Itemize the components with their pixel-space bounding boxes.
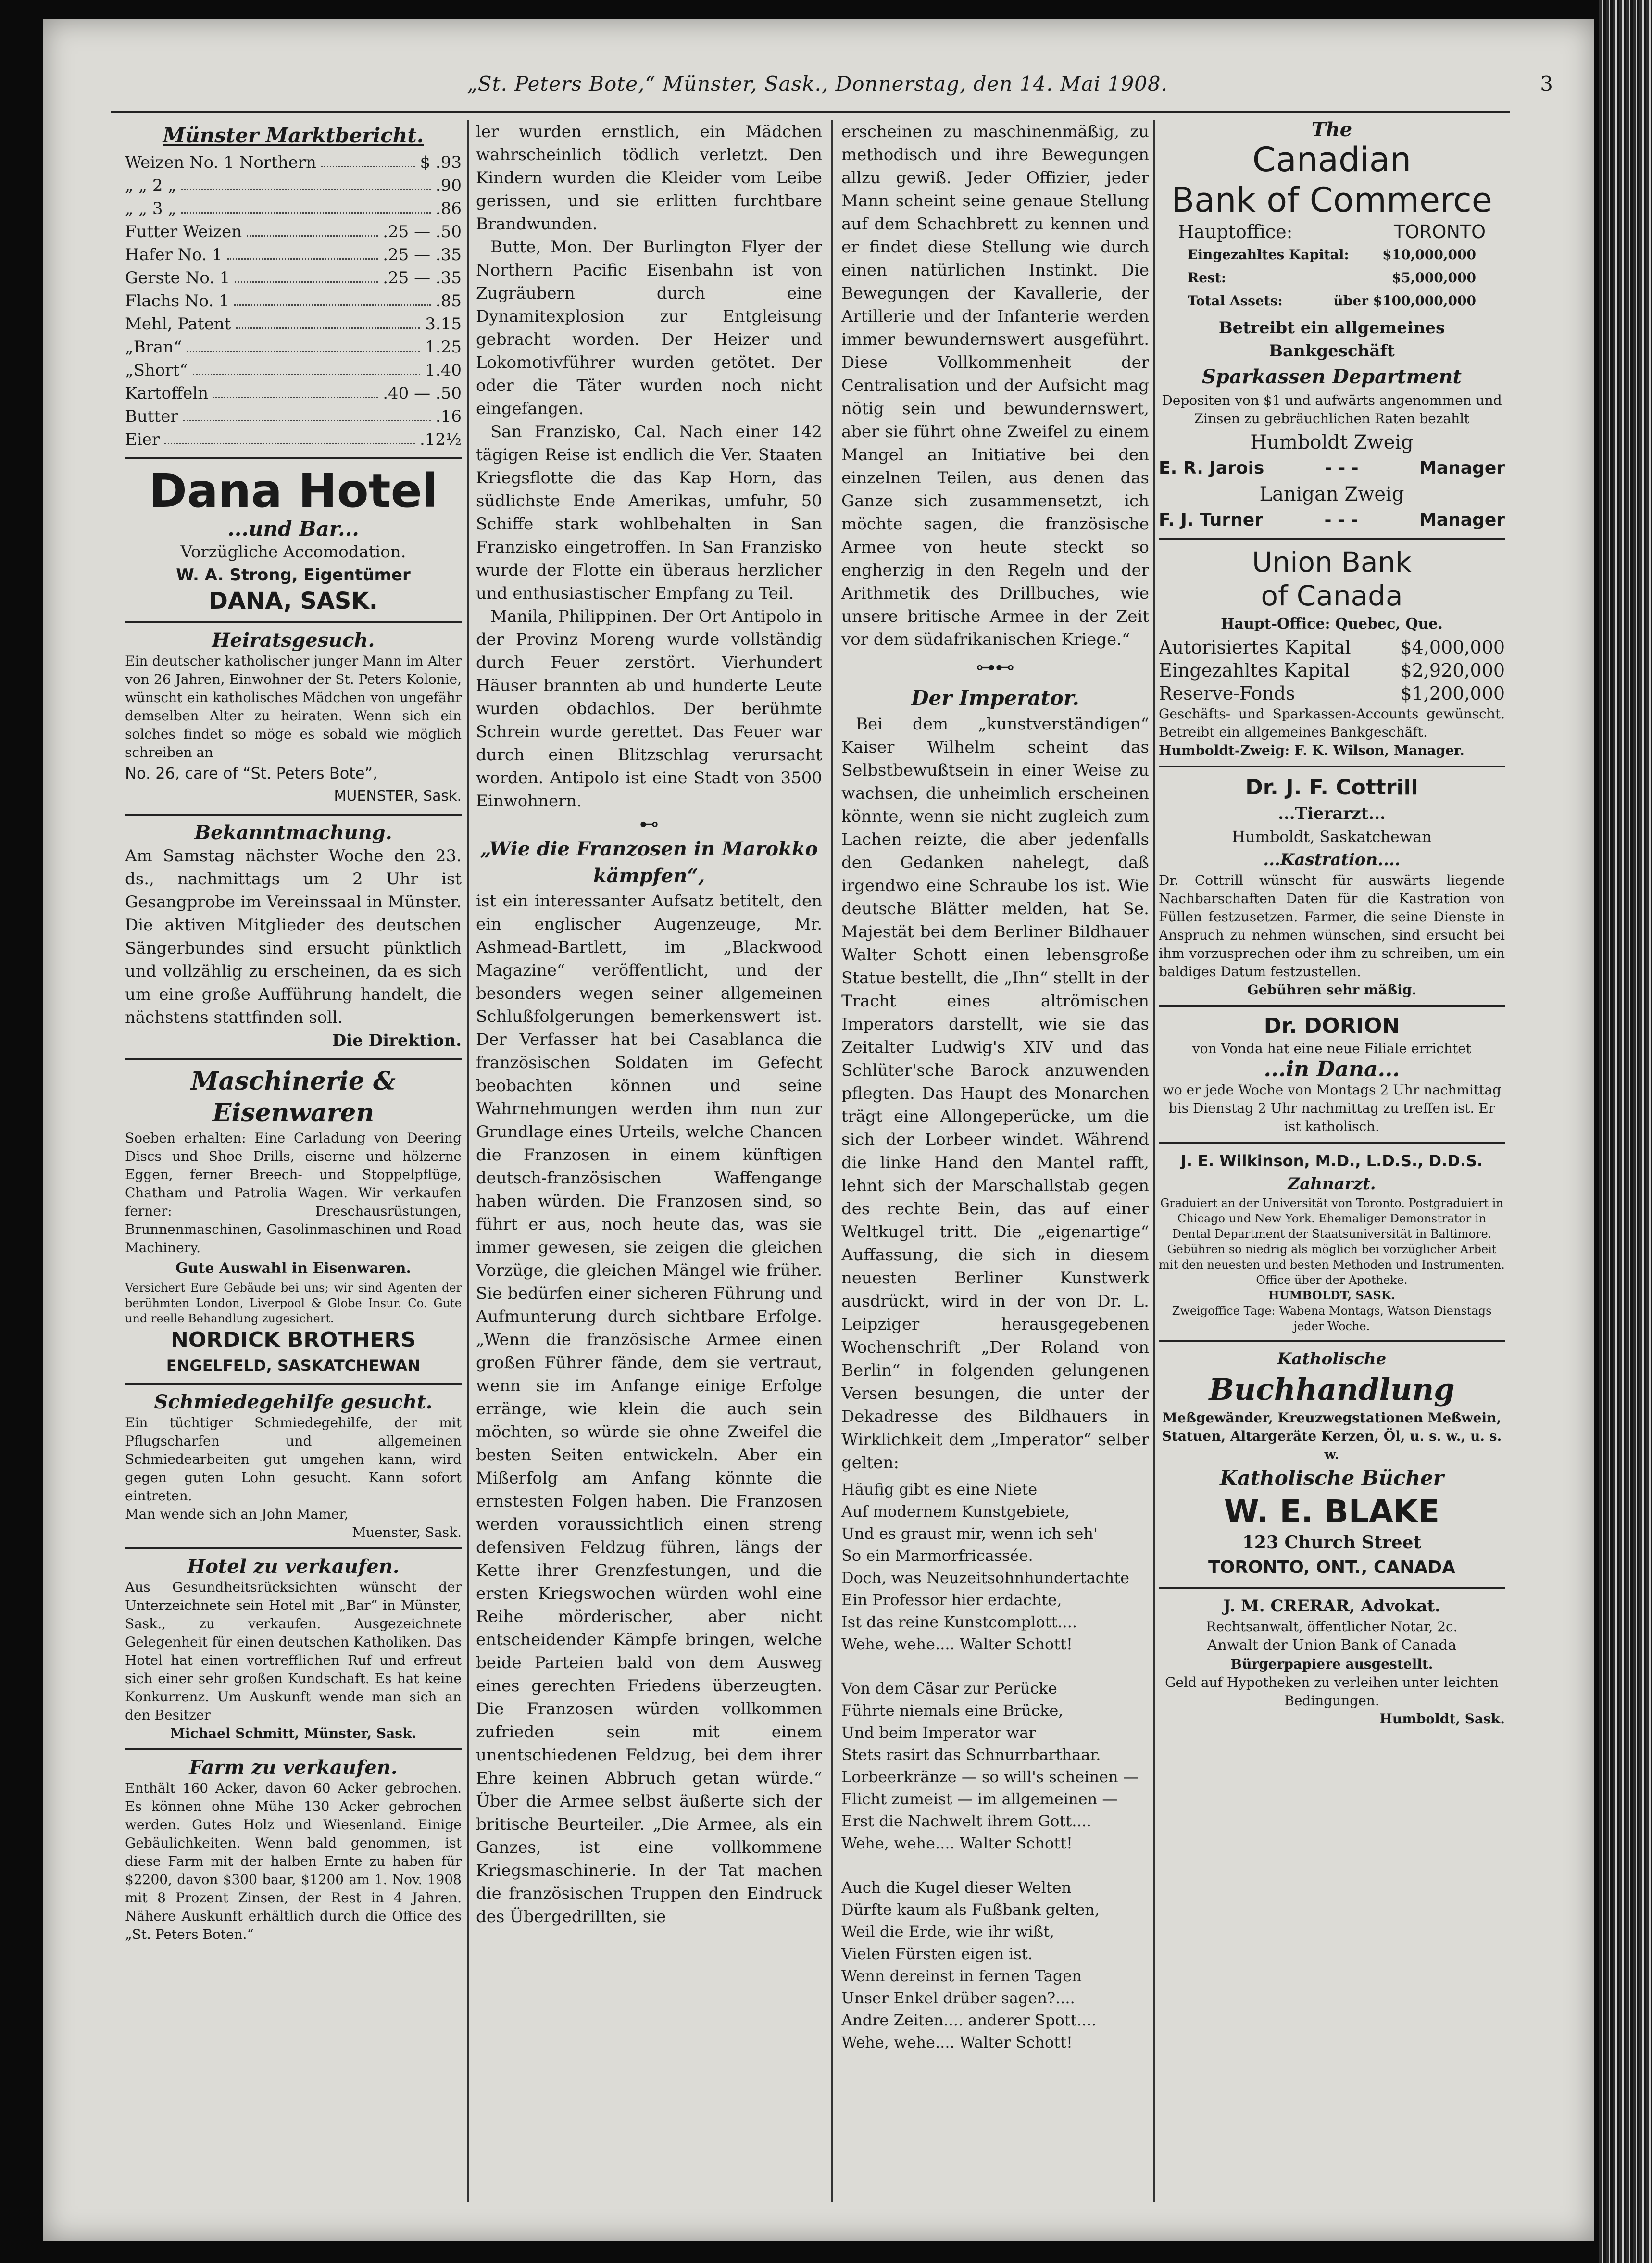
- leader-dots: [187, 336, 420, 352]
- bank-commerce-name-1: Canadian: [1252, 140, 1412, 179]
- crerar-name: J. M. CRERAR, Advokat.: [1223, 1597, 1440, 1616]
- column-3: [841, 120, 1149, 2202]
- maschinerie-title: Maschinerie & Eisenwaren: [191, 1067, 396, 1128]
- buchhandlung-text: Meßgewänder, Kreuzwegstationen Meßwein, Statuen, Altargeräte Kerzen, Öl, u. s. w., u. s. w.: [1162, 1410, 1502, 1462]
- leader-dots: [235, 266, 378, 283]
- poem-line: Häufig gibt es eine Niete: [841, 1480, 1038, 1498]
- page-number: 3: [1540, 72, 1553, 96]
- figure-value: $4,000,000: [1400, 637, 1505, 658]
- poem-line: Vielen Fürsten eigen ist.: [841, 1945, 1033, 1963]
- leader-dots: [183, 405, 431, 421]
- poem-line: Lorbeerkränze — so will's scheinen —: [841, 1768, 1139, 1786]
- union-bank-name-1: Union Bank: [1252, 546, 1412, 578]
- market-price: .25 — .50: [383, 222, 462, 241]
- union-bank-name-2: of Canada: [1261, 579, 1403, 612]
- farm-sale-text: Enthält 160 Acker, davon 60 Acker gebrochen. Es können ohne Mühe 130 Acker gebrochen werden. Gutes Holz und Wiesenland. Einige Gebäulichkeiten. Wenn bald genommen, ist diese Farm mit der halben Ernte zu haben für $2200, davon $300 baar, $1200 am 1. Nov. 1908 mit 8 Prozent Zinsen, der Rest in 4 Jahren. Nähere Auskunft erhältlich durch die Office des „St. Peters Boten.“: [125, 1780, 462, 1942]
- capital-value: $10,000,000: [1382, 247, 1476, 263]
- market-price: 3.15: [425, 314, 462, 334]
- market-row: [125, 336, 462, 359]
- market-item: Mehl, Patent: [125, 314, 231, 334]
- dorion-line: von Vonda hat eine neue Filiale errichtet: [1192, 1041, 1472, 1056]
- buchhandlung-title: Buchhandlung: [1209, 1372, 1455, 1407]
- market-price: .40 — .50: [383, 384, 462, 403]
- poem-line: Wehe, wehe.... Walter Schott!: [841, 1635, 1073, 1653]
- crerar-place: Humboldt, Sask.: [1379, 1711, 1505, 1727]
- dorion-name: Dr. DORION: [1264, 1014, 1400, 1038]
- blake-street: 123 Church Street: [1242, 1533, 1422, 1553]
- leader-dots: [181, 174, 431, 190]
- union-bank-figure-row: [1159, 636, 1505, 659]
- news-manila: Manila, Philippinen. Der Ort Antipolo in der Provinz Moreng wurde vollständig durch Feuer zerstört. Vierhundert Häuser brannten ab und hunderte Leute wurden obdachlos. Der berühmte Schrein wurde gerettet. Das Feuer war durch einen Blitzschlag verursacht worden. Antipolo ist eine Stadt von 3500 Einwohnern.: [476, 607, 822, 811]
- crerar-text: Geld auf Hypotheken zu verleihen unter leichten Bedingungen.: [1165, 1674, 1499, 1709]
- lanigan-branch: Lanigan Zweig: [1259, 483, 1404, 505]
- news-san-francisco: San Franzisko, Cal. Nach einer 142 tägigen Reise ist endlich die Ver. Staaten Kriegsflotte die das Kap Horn, das südlichste Ende Amerikas, umfuhr, 50 Schiffe stark wohlbehalten in San Franzisko eingetroffen. In San Franzisko wurde der Flotte ein überaus herzlicher und enthusiastischer Empfang zu Teil.: [476, 422, 822, 603]
- market-price-list: [125, 151, 462, 451]
- union-bank-figures: [1159, 636, 1505, 705]
- poem-line: Führte niemals eine Brücke,: [841, 1701, 1064, 1720]
- market-row: [125, 220, 462, 243]
- poem-line: Andre Zeiten.... anderer Spott....: [841, 2011, 1097, 2029]
- market-row: [125, 289, 462, 313]
- market-row: [125, 151, 462, 174]
- market-item: „ „ 3 „: [125, 199, 176, 218]
- poem-line: Flicht zumeist — im allgemeinen —: [841, 1790, 1118, 1808]
- wilkinson-branch: Zweigoffice Tage: Wabena Montags, Watson Dienstags jeder Woche.: [1172, 1304, 1492, 1333]
- union-bank-hq: Haupt-Office: Quebec, Que.: [1221, 616, 1443, 632]
- divider: [125, 1058, 462, 1060]
- poem-line: So ein Marmorfricassée.: [841, 1546, 1033, 1565]
- capital-label: Eingezahltes Kapital:: [1188, 247, 1349, 263]
- market-row: [125, 359, 462, 382]
- leader-dots: [181, 197, 431, 214]
- poem-line: Weil die Erde, wie ihr wißt,: [841, 1923, 1055, 1941]
- page-header: [101, 72, 1553, 106]
- manager-1-role: Manager: [1419, 458, 1505, 478]
- article-title-franzosen: „Wie die Franzosen in Marokko kämpfen“,: [480, 838, 818, 887]
- column-rule: [831, 120, 833, 2202]
- maschinerie-text: Soeben erhalten: Eine Carladung von Deering Discs und Shoe Drills, eiserne und hölzerne Eggen, ferner Breech- und Stoppelpflüge, Chatham und Patrolia Wagen. Wir verkaufen ferner: Dreschausrüstungen, Brunnenmaschinen, Gasolinmaschinen und Road Machinery.: [125, 1130, 462, 1256]
- cottrill-name: Dr. J. F. Cottrill: [1245, 775, 1418, 800]
- divider: [125, 621, 462, 623]
- market-item: Kartoffeln: [125, 384, 209, 403]
- column-4: [1159, 120, 1505, 2202]
- nordick-brothers: NORDICK BROTHERS: [171, 1328, 416, 1352]
- market-item: Butter: [125, 407, 178, 426]
- dana-hotel-name: Dana Hotel: [149, 464, 438, 518]
- wilkinson-text: Graduiert an der Universität von Toronto. Postgraduiert in Chicago und New York. Ehemaliger Demonstrator in Dental Department der Staatsuniversität in Baltimore. Gebühren so niedrig als möglich bei vorzüglicher Arbeit mit den neuesten und besten Methoden und Instrumenten.: [1159, 1196, 1505, 1271]
- rest-label: Rest:: [1188, 270, 1226, 286]
- market-row: [125, 197, 462, 220]
- column-2: [476, 120, 822, 2202]
- market-row: [125, 382, 462, 405]
- market-report-title: Münster Marktbericht.: [163, 124, 424, 147]
- poem-line: Stets rasirt das Schnurrbarthaar.: [841, 1746, 1101, 1764]
- hotel-sale-text: Aus Gesundheitsrücksichten wünscht der Unterzeichnete sein Hotel mit „Bar“ in Münster, Sask., zu verkaufen. Ausgezeichnete Gelegenheit für einen deutschen Katholiken. Das Hotel hat einen vortrefflichen Ruf und erfreut sich einer sehr großen Kundschaft. Es hat keine Konkurrenz. Um Auskunft wende man sich an den Besitzer: [125, 1579, 462, 1723]
- bank-commerce-the: The: [1311, 120, 1352, 141]
- market-price: $ .93: [420, 153, 462, 172]
- sparkassen-text: Depositen von $1 und aufwärts angenommen und Zinsen zu gebräuchlichen Raten bezahlt: [1162, 392, 1502, 427]
- divider: [125, 457, 462, 459]
- sparkassen-title: Sparkassen Department: [1202, 365, 1462, 388]
- crerar-papers: Bürgerpapiere ausgestellt.: [1230, 1656, 1433, 1672]
- poem-line: Unser Enkel drüber sagen?....: [841, 1989, 1075, 2007]
- bank-commerce-name-2: Bank of Commerce: [1171, 180, 1492, 220]
- leader-dots: [193, 359, 421, 375]
- poem-line: Erst die Nachwelt ihrem Gott....: [841, 1812, 1091, 1830]
- bank-rest: [1159, 266, 1505, 289]
- schmied-contact: Man wende sich an John Mamer,: [125, 1506, 349, 1522]
- union-bank-text: Geschäfts- und Sparkassen-Accounts gewünscht. Betreibt ein allgemeines Bankgeschäft.: [1159, 706, 1505, 740]
- market-price: 1.25: [425, 338, 462, 357]
- market-price: .25 — .35: [383, 268, 462, 288]
- maschinerie-line: Gute Auswahl in Eisenwaren.: [175, 1260, 411, 1277]
- heirat-text: Ein deutscher katholischer junger Mann im Alter von 26 Jahren, Einwohner der St. Peters Kolonie, wünscht ein katholisches Mädchen von ungefähr demselben Alter zu heiraten. Wenn sich ein solches findet so möge es sobald wie möglich schreiben an: [125, 653, 462, 760]
- poem-line: Ist das reine Kunstcomplott....: [841, 1613, 1077, 1631]
- cottrill-place: Humboldt, Saskatchewan: [1232, 828, 1432, 846]
- poem: [841, 1478, 1149, 2053]
- wilkinson-name: J. E. Wilkinson, M.D., L.D.S., D.D.S.: [1180, 1152, 1483, 1170]
- column-rule: [1153, 120, 1155, 2202]
- hotel-sale-title: Hotel zu verkaufen.: [187, 1555, 400, 1578]
- leader-dots: [164, 428, 415, 444]
- book-edge: [1599, 0, 1652, 2263]
- poem-line: [841, 1854, 1149, 1876]
- figure-label: Reserve-Fonds: [1159, 683, 1295, 704]
- manager-row-2: F. J. Turner - - - Manager: [1159, 509, 1505, 532]
- nordick-place: ENGELFELD, SASKATCHEWAN: [166, 1357, 421, 1375]
- poem-line: Dürfte kaum als Fußbank gelten,: [841, 1900, 1100, 1919]
- cottrill-text: Dr. Cottrill wünscht für auswärts liegende Nachbarschaften Daten für die Kastration von Füllen festzusetzen. Farmer, die seine Dienste in Anspruch zu nehmen wünschen, sind ersucht bei ihm vorzusprechen oder ihm zu schreiben, um ein baldiges Datum festzustellen.: [1159, 872, 1505, 980]
- bekanntmachung-title: Bekanntmachung.: [194, 821, 392, 844]
- wilkinson-place: HUMBOLDT, SASK.: [1268, 1288, 1395, 1302]
- manager-1-name: E. R. Jarois: [1159, 458, 1264, 478]
- figure-value: $2,920,000: [1400, 660, 1505, 681]
- bekanntmachung-sign: Die Direktion.: [332, 1031, 462, 1050]
- poem-line: [841, 1655, 1149, 1677]
- poem-line: Auf modernem Kunstgebiete,: [841, 1502, 1070, 1521]
- blake-name: W. E. BLAKE: [1224, 1493, 1440, 1530]
- dorion-dana: ...in Dana...: [1264, 1057, 1400, 1081]
- bank-commerce-hq: [1159, 220, 1505, 243]
- market-item: „Bran“: [125, 338, 182, 357]
- union-bank-figure-row: [1159, 659, 1505, 682]
- market-row: [125, 174, 462, 197]
- article-franzosen-continued: erscheinen zu maschinenmäßig, zu methodisch und ihre Bewegungen allzu gewiß. Jeder Offizier, jeder Mann scheint seine genaue Stellung auf dem Schachbrett zu kennen und er findet diese Stellung wie durch einen natürlichen Instinkt. Die Bewegungen der Kavallerie, der Artillerie und der Infanterie werden immer bewundernswert ausgeführt. Diese Vollkommenheit der Centralisation und der Aufsicht mag nötig sein und bewundernswert, aber sie führt ohne Zweifel zu einem Mangel an Initiative bei den einzelnen Teilen, aus denen das Ganze sich zusammensetzt, ich möchte sagen, die französische Armee von heute steckt so engherzig in den Regeln und der Arithmetik des Drillbuches, wie unsere britische Armee in der Zeit vor dem südafrikanischen Kriege.“: [841, 122, 1149, 649]
- schmied-title: Schmiedegehilfe gesucht.: [154, 1391, 433, 1413]
- assets-value: über $100,000,000: [1333, 293, 1476, 309]
- dorion-text: wo er jede Woche von Montags 2 Uhr nachmittag bis Dienstag 2 Uhr nachmittag zu treffen ist. Er ist katholisch.: [1162, 1082, 1502, 1134]
- dana-hotel-line: Vorzügliche Accomodation.: [180, 542, 406, 562]
- schmied-place: Muenster, Sask.: [352, 1524, 462, 1540]
- divider: [125, 1547, 462, 1549]
- dana-hotel-sub: ...und Bar...: [227, 517, 359, 541]
- cottrill-fee: Gebühren sehr mäßig.: [1247, 982, 1417, 998]
- bank-capital: [1159, 243, 1505, 266]
- blake-city: TORONTO, ONT., CANADA: [1208, 1558, 1455, 1577]
- market-price: .16: [435, 407, 462, 426]
- market-item: Hafer No. 1: [125, 245, 223, 264]
- article-imperator-text: Bei dem „kunstverständigen“ Kaiser Wilhelm scheint das Selbstbewußtsein in einer Weise zu wachsen, die unheimlich erscheinen könnte, wenn sie nicht zugleich zum Lachen reizte, die aber jedenfalls den Gedanken nahelegt, daß irgendwo eine Schraube los ist. Wie deutsche Blätter melden, hat Se. Majestät bei dem Berliner Bildhauer Walter Schott einen lebensgroße Statue bestellt, die „Ihn“ stellt in der Tracht eines altrömischen Imperators darstellt, wie sie das Zeitalter Ludwig's XIV und das Schlüter'sche Barock anzuwenden pflegten. Das Haupt des Monarchen trägt eine Allongeperücke, um die sich der Lorbeer windet. Während die linke Hand den Mantel rafft, lehnt sich der Marschallstab gegen des rechte Bein, das auf einer Weltkugel tritt. Die „eigenartige“ Auffassung, die sich in diesem neuesten Berliner Kunstwerk ausdrückt, wird in der von Dr. L. Leipziger herausgegebenen Wochenschrift „Der Roland von Berlin“ in folgenden gelungenen Versen besungen, die unter der Dekadresse des Bildhauers in Wirklichkeit dem „Imperator“ selber gelten:: [841, 715, 1149, 1472]
- market-price: 1.40: [425, 361, 462, 380]
- market-row: [125, 243, 462, 266]
- cottrill-role: ...Tierarzt...: [1278, 804, 1386, 823]
- heirat-title: Heiratsgesuch.: [212, 629, 375, 652]
- figure-value: $1,200,000: [1400, 683, 1505, 704]
- dana-hotel-owner: W. A. Strong, Eigentümer: [176, 566, 411, 585]
- market-row: [125, 313, 462, 336]
- ornament: ⊶⊷: [976, 656, 1014, 679]
- divider: [1159, 766, 1505, 767]
- bekanntmachung-text: Am Samstag nächster Woche den 23. ds., nachmittags um 2 Uhr ist Gesangprobe im Vereinssaal in Münster. Die aktiven Mitglieder des deutschen Sängerbundes sind ersucht pünktlich und vollzählig zu erscheinen, da es sich um eine große Aufführung handelt, die nächstens stattfinden soll.: [125, 846, 462, 1027]
- market-price: .25 — .35: [383, 245, 462, 264]
- leader-dots: [234, 289, 431, 306]
- divider: [125, 814, 462, 816]
- divider: [125, 1383, 462, 1385]
- divider: [125, 1748, 462, 1750]
- page-header-title: „St. Peters Bote,“ Münster, Sask., Donnerstag, den 14. Mai 1908.: [467, 72, 1168, 96]
- market-price: .85: [435, 291, 462, 311]
- assets-label: Total Assets:: [1188, 293, 1283, 309]
- article-title-imperator: Der Imperator.: [911, 686, 1079, 710]
- poem-line: Und beim Imperator war: [841, 1723, 1036, 1742]
- hotel-sale-sign: Michael Schmitt, Münster, Sask.: [170, 1725, 417, 1741]
- bank-assets: [1159, 289, 1505, 313]
- rest-value: $5,000,000: [1391, 270, 1476, 286]
- wilkinson-office: Office über der Apotheke.: [1256, 1273, 1408, 1287]
- column-rule: [467, 120, 469, 2202]
- market-item: „Short“: [125, 361, 188, 380]
- hq-label: Hauptoffice:: [1178, 221, 1293, 242]
- market-item: Gerste No. 1: [125, 268, 230, 288]
- market-item: Futter Weizen: [125, 222, 242, 241]
- schmied-text: Ein tüchtiger Schmiedegehilfe, der mit Pflugscharfen und allgemeinen Schmiedearbeiten gut umgehen kann, wird gegen guten Lohn gesucht. Kann sofort eintreten.: [125, 1415, 462, 1504]
- bank-business: Betreibt ein allgemeines Bankgeschäft: [1218, 318, 1445, 361]
- market-row: [125, 428, 462, 451]
- poem-line: Und es graust mir, wenn ich seh': [841, 1524, 1098, 1543]
- farm-sale-title: Farm zu verkaufen.: [189, 1756, 398, 1779]
- humboldt-branch: Humboldt Zweig: [1250, 431, 1414, 453]
- news-paragraph: ler wurden ernstlich, ein Mädchen wahrscheinlich tödlich verletzt. Den Kindern wurden die Kleider vom Leibe gerissen, und sie erlitten furchtbare Brandwunden.: [476, 122, 822, 234]
- manager-2-name: F. J. Turner: [1159, 510, 1263, 530]
- poem-line: Auch die Kugel dieser Welten: [841, 1878, 1072, 1897]
- leader-dots: [321, 151, 415, 167]
- leader-dots: [247, 220, 378, 237]
- kath-label: Katholische: [1277, 1349, 1387, 1369]
- market-price: .90: [435, 176, 462, 195]
- poem-line: Wehe, wehe.... Walter Schott!: [841, 1834, 1073, 1852]
- market-row: [125, 266, 462, 289]
- poem-line: Von dem Cäsar zur Perücke: [841, 1679, 1057, 1697]
- divider: [1159, 1005, 1505, 1007]
- leader-dots: [227, 243, 378, 260]
- poem-line: Ein Professor hier erdachte,: [841, 1591, 1062, 1609]
- figure-label: Autorisiertes Kapital: [1159, 637, 1351, 658]
- hq-city: TORONTO: [1394, 221, 1486, 242]
- maschinerie-insurance: Versichert Eure Gebäude bei uns; wir sind Agenten der berühmten London, Liverpool & Globe Insur. Co. Gute und reelle Behandlung zugesichert.: [125, 1281, 462, 1325]
- divider: [1159, 538, 1505, 540]
- union-bank-branch: Humboldt-Zweig: F. K. Wilson, Manager.: [1159, 742, 1464, 758]
- crerar-line: Rechtsanwalt, öffentlicher Notar, 2c.: [1206, 1619, 1458, 1634]
- union-bank-figure-row: [1159, 682, 1505, 705]
- heirat-address: No. 26, care of “St. Peters Bote”,: [125, 764, 378, 782]
- news-butte: Butte, Mon. Der Burlington Flyer der Northern Pacific Eisenbahn ist von Zugräubern durch eine Dynamitexplosion zur Entgleisung gebracht worden. Der Heizer und Lokomotivführer wurden getötet. Der oder die Täter wurden noch nicht eingefangen.: [476, 238, 822, 418]
- wilkinson-role: Zahnarzt.: [1288, 1174, 1376, 1194]
- manager-2-role: Manager: [1419, 510, 1505, 530]
- leader-dots: [213, 382, 378, 398]
- figure-label: Eingezahltes Kapital: [1159, 660, 1350, 681]
- divider: [1159, 1587, 1505, 1589]
- kath-books: Katholische Bücher: [1220, 1466, 1444, 1490]
- cottrill-kastration: ...Kastration....: [1263, 850, 1401, 869]
- leader-dots: [236, 313, 420, 329]
- poem-line: Wenn dereinst in fernen Tagen: [841, 1967, 1082, 1985]
- divider: [1159, 1142, 1505, 1144]
- article-franzosen-text: ist ein interessanter Aufsatz betitelt, den ein englischer Augenzeuge, Mr. Ashmead-Bartlett, im „Blackwood Magazine“ veröffentlicht, und der besonders wegen seiner allgemeinen Schlußfolgerungen bemerkenswert ist. Der Verfasser hat bei Casablanca die französischen Soldaten im Gefecht beobachten können und seine Wahrnehmungen werden ihm nun zur Grundlage eines Urteils, welche Chancen die Franzosen in einem künftigen deutsch-französischen Waffengange haben würden. Die Franzosen sind, so führt er aus, noch heute das, was sie immer gewesen, sie zeigen die gleichen Vorzüge, die gleichen Mängel wie früher. Sie bedürfen einer sicheren Führung und Aufmunterung durch sichtbare Erfolge. „Wenn die französische Armee einen großen Führer fände, dem sie vertraut, wenn sie im Anfange einige Erfolge erränge, wie klein die auch sein möchten, so würde sie ohne Zweifel die besten Seiten entwickeln. Aber ein Mißerfolg am Anfang könnte die ernstesten Folgen haben. Die Franzosen werden voraussichtlich einen streng defensiven Feldzug führen, längs der Kette ihrer Grenzfestungen, und die ersten Kriegswochen würden wohl eine Reihe mörderischer, aber nicht entscheidender Kämpfe bringen, welche beide Parteien bald von dem Ausweg eines gerechten Friedens überzeugten. Die Franzosen würden vollkommen zufrieden sein mit einem unentschiedenen Feldzug, bei dem ihrer Ehre keinen Abbruch getan würde.“ Über die Armee selbst äußerte sich der britische Beurteiler. „Die Armee, als ein Ganzes, ist eine vollkommene Kriegsmaschinerie. In der Tat machen die französischen Truppen den Eindruck des Übergedrillten, sie: [476, 892, 822, 1926]
- market-item: Eier: [125, 430, 160, 449]
- crerar-union: Anwalt der Union Bank of Canada: [1207, 1637, 1457, 1654]
- market-item: „ „ 2 „: [125, 176, 176, 195]
- dana-hotel-place: DANA, SASK.: [209, 588, 378, 615]
- poem-line: Wehe, wehe.... Walter Schott!: [841, 2033, 1073, 2051]
- header-rule: [111, 111, 1510, 113]
- market-item: Weizen No. 1 Northern: [125, 153, 316, 172]
- manager-row-1: E. R. Jarois - - - Manager: [1159, 457, 1505, 480]
- ornament: ⊷: [639, 813, 659, 835]
- heirat-place: MUENSTER, Sask.: [334, 788, 462, 805]
- market-item: Flachs No. 1: [125, 291, 229, 311]
- column-1: [125, 120, 462, 2202]
- market-price: .12½: [419, 430, 462, 449]
- poem-line: Doch, was Neuzeitsohnhundertachte: [841, 1569, 1130, 1587]
- market-price: .86: [435, 199, 462, 218]
- market-row: [125, 405, 462, 428]
- divider: [1159, 1340, 1505, 1342]
